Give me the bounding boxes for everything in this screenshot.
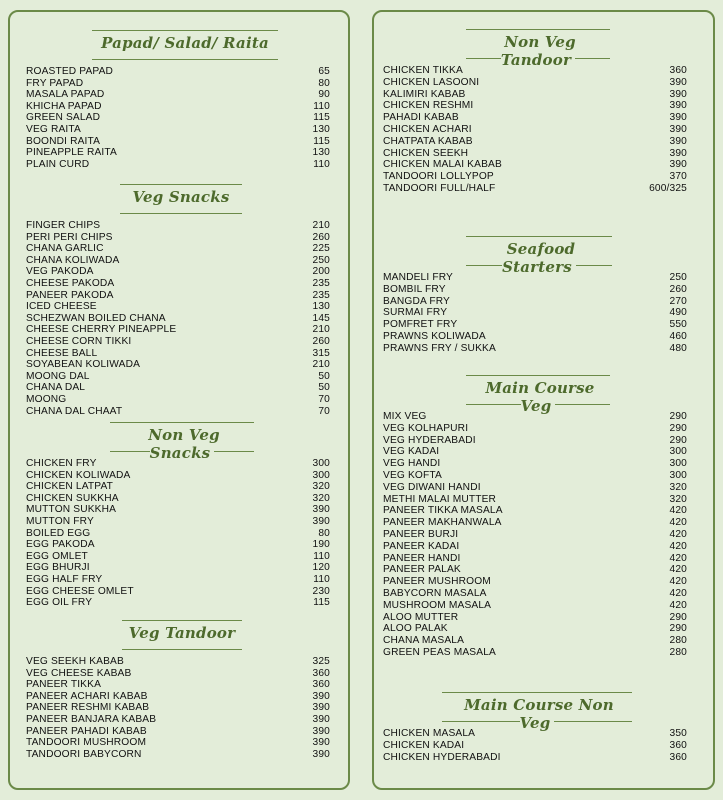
menu-item-name: SCHEZWAN BOILED CHANA [26, 312, 166, 324]
menu-item-name: CHANA KOLIWADA [26, 254, 120, 266]
menu-item [383, 112, 687, 124]
menu-item-name: ALOO MUTTER [383, 611, 459, 623]
menu-item-price: 390 [312, 504, 330, 516]
menu-panel-left [8, 10, 350, 790]
menu-item-price: 420 [669, 505, 687, 517]
menu-item-price: 390 [669, 159, 687, 171]
menu-item-name: KALIMIRI KABAB [383, 88, 466, 100]
section-title: Seafood Starters [502, 240, 576, 276]
menu-item [383, 343, 687, 355]
menu-item [383, 423, 687, 435]
menu-item-name: PANEER ACHARI KABAB [26, 690, 148, 702]
menu-item-name: EGG PAKODA [26, 539, 95, 551]
menu-item-name: CHEESE BALL [26, 347, 98, 359]
section-title: Non Veg Tandoor [500, 33, 576, 69]
menu-item-name: CHICKEN SUKKHA [26, 492, 119, 504]
menu-item [26, 586, 330, 598]
menu-item [26, 668, 330, 680]
menu-item [26, 691, 330, 703]
menu-item-name: CHANA DAL CHAAT [26, 405, 123, 417]
menu-item-price: 390 [312, 725, 330, 737]
menu-item-price: 115 [313, 112, 330, 124]
menu-item-name: VEG RAITA [26, 123, 81, 135]
menu-item [26, 702, 330, 714]
menu-section-veg-tandoor [10, 620, 348, 760]
menu-item-name: EGG OIL FRY [26, 597, 93, 609]
menu-item-price: 390 [312, 515, 330, 527]
menu-item-name: PAHADI KABAB [383, 112, 459, 124]
menu-item [383, 752, 687, 764]
menu-item-name: PANEER MUSHROOM [383, 576, 491, 588]
menu-item [383, 553, 687, 565]
menu-item-price: 90 [318, 89, 330, 101]
menu-item-list [26, 220, 330, 417]
menu-item [383, 100, 687, 112]
menu-item-name: MUTTON SUKKHA [26, 504, 117, 516]
menu-item-name: CHICKEN KOLIWADA [26, 469, 131, 481]
menu-item-price: 360 [669, 739, 687, 751]
menu-item [26, 714, 330, 726]
menu-item [26, 470, 330, 482]
section-heading [374, 29, 713, 69]
section-title: Non Veg Snacks [144, 426, 220, 462]
menu-item-name: METHI MALAI MUTTER [383, 493, 497, 505]
menu-item [383, 124, 687, 136]
menu-item [26, 324, 330, 336]
menu-item-price: 420 [669, 564, 687, 576]
menu-item [26, 359, 330, 371]
menu-item [26, 656, 330, 668]
menu-item-name: SOYABEAN KOLIWADA [26, 359, 141, 371]
menu-item-price: 65 [318, 66, 330, 77]
menu-item-price: 260 [669, 283, 687, 295]
menu-item-name: CHICKEN FRY [26, 458, 97, 469]
menu-item-name: POMFRET FRY [383, 319, 458, 331]
menu-item-price: 320 [669, 481, 687, 493]
menu-item [383, 623, 687, 635]
menu-item-name: GREEN PEAS MASALA [383, 646, 496, 658]
menu-item [383, 541, 687, 553]
menu-item [26, 124, 330, 136]
menu-item [26, 371, 330, 383]
menu-item [26, 493, 330, 505]
menu-item [383, 171, 687, 183]
menu-item-name: CHICKEN HYDERABADI [383, 751, 501, 763]
menu-item-name: PANEER PAKODA [26, 289, 114, 301]
menu-item [383, 296, 687, 308]
menu-item-price: 360 [669, 751, 687, 763]
menu-item [383, 319, 687, 331]
menu-item-name: CHATPATA KABAB [383, 135, 473, 147]
menu-item-price: 300 [312, 458, 330, 469]
menu-item-list [383, 272, 687, 355]
menu-item [26, 232, 330, 244]
menu-item [383, 494, 687, 506]
menu-item-name: PANEER HANDI [383, 552, 461, 564]
menu-item [26, 78, 330, 90]
menu-item-name: EGG BHURJI [26, 562, 90, 574]
menu-item [383, 159, 687, 171]
menu-item-name: PANEER PALAK [383, 564, 461, 576]
menu-item-name: EGG CHEESE OMLET [26, 585, 134, 597]
menu-item-price: 80 [318, 77, 330, 89]
menu-item [383, 647, 687, 659]
menu-item [383, 517, 687, 529]
menu-item-name: PANEER MAKHANWALA [383, 517, 502, 529]
menu-item-name: PLAIN CURD [26, 158, 90, 170]
menu-item-price: 315 [312, 347, 330, 359]
menu-item-name: CHANA DAL [26, 382, 86, 394]
menu-item-price: 490 [669, 307, 687, 319]
menu-item-name: MOONG DAL [26, 370, 90, 382]
menu-item [26, 66, 330, 78]
menu-item-name: CHICKEN MASALA [383, 728, 476, 739]
menu-item-price: 390 [669, 88, 687, 100]
menu-item-name: TANDOORI FULL/HALF [383, 182, 496, 194]
menu-item-price: 360 [669, 65, 687, 76]
menu-item-price: 110 [313, 573, 330, 585]
menu-item-price: 420 [669, 576, 687, 588]
menu-item-price: 235 [312, 289, 330, 301]
menu-item [26, 562, 330, 574]
menu-item [383, 505, 687, 517]
section-heading [10, 422, 348, 462]
menu-item [383, 529, 687, 541]
menu-item-name: SURMAI FRY [383, 307, 448, 319]
menu-item-price: 390 [669, 112, 687, 124]
menu-item-list [26, 458, 330, 609]
menu-item-price: 250 [312, 254, 330, 266]
menu-item-price: 300 [312, 469, 330, 481]
menu-item-name: CHICKEN LATPAT [26, 481, 114, 493]
section-heading [10, 30, 348, 60]
menu-item-price: 320 [669, 493, 687, 505]
menu-item [383, 307, 687, 319]
menu-item-price: 420 [669, 528, 687, 540]
menu-item [26, 679, 330, 691]
section-title: Papad/ Salad/ Raita [97, 34, 273, 52]
menu-item-name: VEG PAKODA [26, 266, 94, 278]
menu-item-price: 250 [669, 272, 687, 283]
menu-item-price: 460 [669, 330, 687, 342]
section-title: Veg Snacks [129, 188, 234, 206]
menu-item-name: VEG HYDERABADI [383, 434, 476, 446]
menu-item-name: BOONDI RAITA [26, 135, 101, 147]
menu-item-price: 290 [669, 411, 687, 422]
menu-item-name: PERI PERI CHIPS [26, 231, 113, 243]
menu-item-name: VEG CHEESE KABAB [26, 667, 132, 679]
menu-item-price: 325 [312, 656, 330, 667]
menu-item-price: 420 [669, 552, 687, 564]
menu-item [26, 313, 330, 325]
menu-item-name: EGG OMLET [26, 550, 88, 562]
menu-item-price: 300 [669, 446, 687, 458]
menu-item-name: VEG KOFTA [383, 469, 442, 481]
menu-item [26, 147, 330, 159]
section-title: Main Course Non Veg [460, 696, 614, 732]
menu-item [26, 266, 330, 278]
menu-item-name: ROASTED PAPAD [26, 66, 114, 77]
menu-item-price: 350 [669, 728, 687, 739]
menu-item [26, 574, 330, 586]
menu-item-price: 50 [318, 370, 330, 382]
menu-item-price: 130 [312, 123, 330, 135]
menu-item [383, 482, 687, 494]
menu-item-price: 200 [312, 266, 330, 278]
menu-item [26, 539, 330, 551]
menu-item-price: 260 [312, 231, 330, 243]
menu-item [383, 576, 687, 588]
menu-item-name: TANDOORI BABYCORN [26, 748, 142, 760]
menu-item [383, 284, 687, 296]
menu-item [26, 159, 330, 171]
menu-item-list [383, 728, 687, 763]
menu-item-price: 70 [318, 405, 330, 417]
menu-item-price: 230 [312, 585, 330, 597]
menu-item [26, 597, 330, 609]
menu-item-name: PANEER TIKKA MASALA [383, 505, 503, 517]
menu-item-price: 80 [318, 527, 330, 539]
menu-item [383, 446, 687, 458]
menu-item-name: CHICKEN TIKKA [383, 65, 463, 76]
menu-item-price: 120 [312, 562, 330, 574]
menu-item [383, 612, 687, 624]
menu-item [26, 243, 330, 255]
menu-item-name: ALOO PALAK [383, 623, 448, 635]
menu-item-price: 290 [669, 434, 687, 446]
menu-item [383, 635, 687, 647]
menu-item [26, 136, 330, 148]
menu-item-name: MOONG [26, 393, 67, 405]
menu-item-price: 280 [669, 635, 687, 647]
menu-item [383, 136, 687, 148]
menu-item [26, 516, 330, 528]
menu-item-list [383, 65, 687, 195]
menu-item-name: BOMBIL FRY [383, 283, 446, 295]
menu-item [26, 89, 330, 101]
menu-item [26, 278, 330, 290]
menu-item-price: 390 [669, 147, 687, 159]
menu-item [26, 382, 330, 394]
menu-item-price: 390 [669, 123, 687, 135]
menu-item [383, 564, 687, 576]
menu-section-papad-salad-raita [10, 30, 348, 170]
menu-item-name: PINEAPPLE RAITA [26, 147, 117, 159]
menu-section-seafood-starters [374, 236, 713, 355]
menu-item [383, 183, 687, 195]
menu-item [383, 470, 687, 482]
menu-item-price: 390 [669, 76, 687, 88]
menu-item-price: 420 [669, 517, 687, 529]
menu-item-name: CHICKEN RESHMI [383, 100, 474, 112]
menu-item-price: 480 [669, 342, 687, 354]
menu-item [26, 749, 330, 761]
menu-item-name: TANDOORI LOLLYPOP [383, 171, 494, 183]
menu-item-price: 390 [669, 100, 687, 112]
menu-item-price: 290 [669, 623, 687, 635]
menu-item-price: 280 [669, 646, 687, 658]
menu-item [26, 101, 330, 113]
menu-item-name: TANDOORI MUSHROOM [26, 737, 147, 749]
menu-item-name: FRY PAPAD [26, 77, 84, 89]
menu-item-price: 110 [313, 158, 330, 170]
section-heading [374, 375, 713, 415]
menu-item-price: 235 [312, 277, 330, 289]
menu-item-price: 115 [313, 135, 330, 147]
menu-item [26, 301, 330, 313]
menu-section-veg-snacks [10, 184, 348, 417]
menu-item-name: VEG KADAI [383, 446, 440, 458]
menu-item-price: 420 [669, 599, 687, 611]
menu-item-price: 130 [312, 301, 330, 313]
menu-item-name: PANEER PAHADI KABAB [26, 725, 147, 737]
menu-item [26, 255, 330, 267]
menu-item [26, 528, 330, 540]
menu-item-price: 260 [312, 335, 330, 347]
menu-item [26, 290, 330, 302]
menu-item [26, 737, 330, 749]
menu-item-price: 290 [669, 422, 687, 434]
menu-item-price: 390 [312, 690, 330, 702]
menu-item [383, 148, 687, 160]
menu-item-price: 420 [669, 540, 687, 552]
menu-item-price: 210 [312, 359, 330, 371]
menu-item-price: 320 [312, 481, 330, 493]
menu-item-list [26, 656, 330, 760]
menu-item-name: PANEER RESHMI KABAB [26, 702, 150, 714]
menu-section-main-course-non-veg [374, 692, 713, 763]
menu-item-name: VEG KOLHAPURI [383, 422, 469, 434]
menu-item-name: CHEESE PAKODA [26, 277, 115, 289]
menu-item-price: 390 [312, 702, 330, 714]
menu-item-list [26, 66, 330, 170]
section-title: Veg Tandoor [125, 624, 239, 642]
menu-item-price: 50 [318, 382, 330, 394]
menu-item [26, 220, 330, 232]
menu-item-price: 360 [312, 667, 330, 679]
menu-item-name: PANEER KADAI [383, 540, 460, 552]
menu-item-name: CHANA MASALA [383, 635, 465, 647]
menu-item-name: MIX VEG [383, 411, 427, 422]
menu-item [26, 504, 330, 516]
menu-item-price: 390 [312, 713, 330, 725]
menu-item-name: VEG HANDI [383, 458, 441, 470]
menu-item-price: 390 [669, 135, 687, 147]
menu-item [26, 112, 330, 124]
menu-item-name: CHICKEN MALAI KABAB [383, 159, 502, 171]
menu-item [26, 481, 330, 493]
menu-item-price: 360 [312, 679, 330, 691]
menu-item-price: 145 [312, 312, 330, 324]
menu-item-name: MUSHROOM MASALA [383, 599, 492, 611]
menu-item-name: PRAWNS KOLIWADA [383, 330, 486, 342]
menu-item-price: 270 [669, 295, 687, 307]
menu-item-name: CHEESE CHERRY PINEAPPLE [26, 324, 177, 336]
menu-item-name: CHICKEN ACHARI [383, 123, 472, 135]
menu-item-price: 420 [669, 587, 687, 599]
menu-item [26, 336, 330, 348]
menu-item-price: 390 [312, 737, 330, 749]
menu-item-price: 190 [312, 539, 330, 551]
menu-item [383, 77, 687, 89]
menu-item-price: 115 [313, 597, 330, 609]
menu-item-name: EGG HALF FRY [26, 573, 103, 585]
section-heading [374, 692, 713, 732]
menu-item-name: PANEER TIKKA [26, 679, 102, 691]
menu-item-name: CHICKEN KADAI [383, 739, 465, 751]
menu-item [26, 726, 330, 738]
section-heading [374, 236, 713, 276]
menu-item-price: 210 [312, 324, 330, 336]
menu-item-price: 550 [669, 319, 687, 331]
menu-item-name: VEG DIWANI HANDI [383, 481, 481, 493]
menu-item-name: CHICKEN LASOONI [383, 76, 480, 88]
menu-item-name: BABYCORN MASALA [383, 587, 487, 599]
menu-item-price: 600/325 [649, 182, 687, 194]
menu-item-price: 390 [312, 748, 330, 760]
menu-item [383, 435, 687, 447]
menu-item-price: 110 [313, 100, 330, 112]
menu-item [26, 348, 330, 360]
menu-item-name: ICED CHEESE [26, 301, 97, 313]
section-title: Main Course Veg [481, 379, 594, 415]
menu-item-name: PANEER BANJARA KABAB [26, 713, 157, 725]
menu-panel-right [372, 10, 715, 790]
menu-item [26, 394, 330, 406]
menu-item [383, 458, 687, 470]
menu-item-name: BANGDA FRY [383, 295, 450, 307]
menu-item [26, 406, 330, 418]
menu-item-price: 290 [669, 611, 687, 623]
menu-section-non-veg-snacks [10, 422, 348, 609]
menu-item [383, 740, 687, 752]
menu-item-name: KHICHA PAPAD [26, 100, 102, 112]
menu-item-name: BOILED EGG [26, 527, 91, 539]
menu-item-price: 70 [318, 393, 330, 405]
menu-item-price: 210 [312, 220, 330, 231]
menu-item-name: FINGER CHIPS [26, 220, 101, 231]
menu-item-price: 320 [312, 492, 330, 504]
menu-item [26, 551, 330, 563]
menu-item-name: PANEER BURJI [383, 528, 459, 540]
menu-item [383, 89, 687, 101]
menu-item [383, 588, 687, 600]
menu-item-name: MANDELI FRY [383, 272, 453, 283]
menu-item-name: CHEESE CORN TIKKI [26, 335, 132, 347]
menu-item-price: 300 [669, 469, 687, 481]
menu-section-main-course-veg [374, 375, 713, 659]
menu-item-list [383, 411, 687, 659]
menu-item-price: 130 [312, 147, 330, 159]
menu-item-name: CHANA GARLIC [26, 243, 104, 255]
section-heading [10, 620, 348, 650]
menu-item-name: PRAWNS FRY / SUKKA [383, 342, 496, 354]
menu-item-name: MUTTON FRY [26, 515, 94, 527]
menu-item [383, 331, 687, 343]
menu-item [383, 600, 687, 612]
menu-item-price: 300 [669, 458, 687, 470]
menu-item-price: 225 [312, 243, 330, 255]
menu-item-name: CHICKEN SEEKH [383, 147, 469, 159]
menu-item-price: 110 [313, 550, 330, 562]
menu-item-name: MASALA PAPAD [26, 89, 105, 101]
menu-item-price: 370 [669, 171, 687, 183]
section-heading [10, 184, 348, 214]
menu-section-non-veg-tandoor [374, 29, 713, 195]
menu-item-name: GREEN SALAD [26, 112, 101, 124]
menu-item-name: VEG SEEKH KABAB [26, 656, 124, 667]
